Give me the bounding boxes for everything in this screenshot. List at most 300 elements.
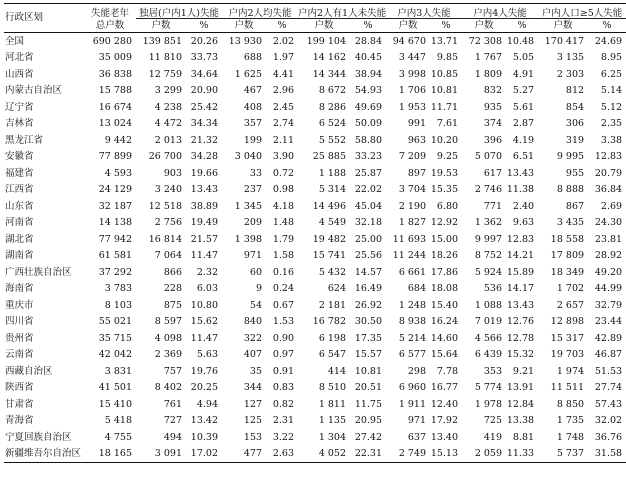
percent-cell: 32.02 — [594, 415, 623, 426]
region-cell: 陕西省 — [5, 382, 34, 393]
percent-cell: 11.47 — [190, 332, 218, 344]
percent-cell: 0.91 — [272, 365, 295, 377]
count-cell: 199 — [243, 134, 262, 146]
count-cell: 2 657 — [556, 299, 585, 311]
table-row — [4, 314, 626, 331]
count-cell: 237 — [243, 184, 262, 195]
percent-cell: 28.92 — [594, 250, 623, 261]
count-cell: 867 — [565, 200, 585, 212]
percent-cell: 27.42 — [354, 431, 383, 443]
count-cell: 6 439 — [474, 349, 503, 360]
region-cell: 广西壮族自治区 — [5, 266, 72, 278]
count-cell: 11 511 — [550, 382, 585, 393]
count-cell: 15 317 — [550, 332, 585, 344]
count-cell: 897 — [407, 167, 427, 179]
percent-cell: 27.74 — [594, 382, 623, 393]
percent-cell: 23.44 — [594, 316, 623, 327]
percent-cell: 15.89 — [506, 266, 535, 278]
percent-cell: 50.09 — [354, 118, 383, 129]
percent-cell: 11.71 — [430, 101, 459, 113]
table-row — [4, 149, 626, 166]
count-cell: 6 577 — [398, 349, 427, 360]
count-cell: 13 930 — [228, 35, 262, 47]
count-cell: 971 — [243, 250, 262, 261]
count-cell: 8 850 — [556, 398, 585, 410]
count-cell: 16 782 — [312, 316, 347, 327]
table-row — [4, 248, 626, 265]
count-cell: 396 — [483, 134, 503, 146]
count-cell: 637 — [407, 431, 427, 443]
table-body — [4, 33, 626, 463]
percent-cell: 13.71 — [430, 35, 459, 47]
total-households-cell: 3 783 — [104, 283, 132, 294]
region-cell: 西藏自治区 — [5, 365, 53, 377]
percent-cell: 18.08 — [430, 283, 459, 294]
count-cell: 935 — [483, 101, 503, 113]
percent-cell: 2.87 — [512, 118, 535, 129]
percent-cell: 0.97 — [272, 349, 295, 360]
percent-cell: 3.22 — [272, 431, 295, 443]
percent-cell: 13.40 — [430, 431, 459, 443]
percent-cell: 4.41 — [272, 68, 295, 80]
percent-cell: 51.53 — [594, 365, 623, 377]
percent-cell: 36.76 — [594, 431, 623, 443]
count-cell: 5 552 — [318, 134, 347, 146]
percent-cell: 7.61 — [436, 118, 459, 129]
percent-cell: 9.63 — [512, 217, 535, 228]
region-cell: 全国 — [5, 35, 25, 47]
percent-cell: 1.97 — [272, 52, 295, 63]
count-cell: 344 — [243, 382, 262, 393]
percent-cell: 21.57 — [190, 233, 218, 245]
region-cell: 湖北省 — [5, 233, 34, 245]
table-row — [4, 99, 626, 116]
percent-cell: 13.43 — [506, 299, 535, 311]
count-cell: 8 888 — [556, 184, 585, 195]
percent-cell: 15.62 — [190, 316, 218, 327]
count-cell: 832 — [483, 85, 503, 96]
count-cell: 903 — [163, 167, 182, 179]
region-cell: 新疆维吾尔自治区 — [4, 446, 84, 463]
count-cell: 17 809 — [550, 250, 585, 261]
table-row — [4, 50, 626, 67]
percent-cell: 15.00 — [430, 233, 459, 245]
percent-cell: 13.43 — [506, 167, 535, 179]
percent-cell: 13.38 — [506, 415, 535, 426]
count-cell: 4 549 — [318, 217, 347, 228]
count-cell: 16 814 — [148, 233, 182, 245]
count-cell: 617 — [483, 167, 503, 179]
count-cell: 94 670 — [392, 35, 427, 47]
percent-cell: 25.42 — [190, 101, 218, 113]
count-cell: 1 811 — [318, 398, 347, 410]
count-cell: 14 344 — [312, 68, 347, 80]
table-row — [4, 116, 626, 133]
percent-cell: 16.77 — [430, 382, 459, 393]
count-cell: 8 752 — [474, 250, 503, 261]
table-row — [4, 132, 626, 149]
count-cell: 1 974 — [556, 365, 585, 377]
percent-cell: 11.38 — [506, 184, 535, 195]
percent-cell: 1.58 — [272, 250, 295, 261]
percent-cell: 28.84 — [354, 35, 383, 47]
count-cell: 624 — [327, 283, 347, 294]
table-row — [4, 363, 626, 380]
percent-cell: 25.00 — [354, 233, 383, 245]
percent-cell: 14.21 — [506, 250, 535, 261]
count-cell: 7 019 — [474, 316, 503, 327]
sub-header-count: 户数 — [136, 19, 186, 33]
percent-cell: 13.42 — [190, 415, 218, 426]
percent-cell: 6.51 — [512, 151, 535, 162]
count-cell: 854 — [565, 101, 585, 113]
count-cell: 72 308 — [468, 35, 503, 47]
count-cell: 19 482 — [312, 233, 347, 245]
count-cell: 3 299 — [154, 85, 182, 96]
table-row — [4, 347, 626, 364]
count-cell: 955 — [565, 167, 585, 179]
count-cell: 477 — [222, 446, 266, 463]
count-cell: 3 240 — [154, 184, 182, 195]
region-cell: 甘肃省 — [5, 398, 34, 410]
total-households-cell: 4 593 — [104, 167, 132, 179]
count-cell: 6 524 — [318, 118, 347, 129]
percent-cell: 15.64 — [430, 349, 459, 360]
count-cell: 1 345 — [234, 200, 262, 212]
table-row — [4, 198, 626, 215]
total-households-cell: 8 103 — [104, 299, 132, 311]
percent-cell: 31.58 — [588, 446, 626, 463]
count-cell: 684 — [407, 283, 427, 294]
table-row — [4, 215, 626, 232]
region-cell: 宁夏回族自治区 — [5, 431, 72, 443]
count-cell: 1 809 — [474, 68, 503, 80]
count-cell: 9 — [255, 283, 262, 294]
percent-cell: 2.32 — [196, 266, 218, 278]
region-cell: 贵州省 — [5, 332, 34, 344]
count-cell: 4 098 — [154, 332, 182, 344]
percent-cell: 1.79 — [272, 233, 295, 245]
percent-cell: 16.49 — [354, 283, 383, 294]
percent-cell: 24.69 — [594, 35, 623, 47]
count-cell: 1 135 — [318, 415, 347, 426]
count-cell: 1 702 — [556, 283, 585, 294]
percent-cell: 0.82 — [272, 398, 295, 410]
count-cell: 6 198 — [318, 332, 347, 344]
count-cell: 6 661 — [398, 266, 427, 278]
percent-cell: 57.43 — [594, 398, 623, 410]
total-households-cell: 42 042 — [98, 349, 132, 360]
total-households-cell: 35 009 — [98, 52, 132, 63]
percent-cell: 19.66 — [190, 167, 218, 179]
region-cell: 内蒙古自治区 — [5, 85, 63, 96]
region-cell: 河北省 — [5, 52, 34, 63]
table-row — [4, 380, 626, 397]
table-row — [4, 429, 626, 446]
count-cell: 866 — [163, 266, 182, 278]
percent-cell: 24.30 — [594, 217, 623, 228]
count-cell: 1 953 — [398, 101, 427, 113]
percent-cell: 20.25 — [190, 382, 218, 393]
count-cell: 5 774 — [474, 382, 503, 393]
percent-cell: 49.20 — [594, 266, 623, 278]
count-cell: 153 — [243, 431, 262, 443]
total-households-cell: 13 024 — [98, 118, 132, 129]
percent-cell: 12.76 — [506, 316, 535, 327]
percent-cell: 5.05 — [512, 52, 535, 63]
count-cell: 228 — [163, 283, 182, 294]
percent-cell: 14.57 — [354, 266, 383, 278]
header-row-2 — [4, 19, 626, 33]
percent-cell: 22.31 — [350, 446, 386, 463]
count-cell: 8 938 — [398, 316, 427, 327]
region-cell: 四川省 — [5, 316, 34, 327]
count-cell: 127 — [243, 398, 262, 410]
count-cell: 12 518 — [148, 200, 182, 212]
count-cell: 494 — [163, 431, 182, 443]
percent-cell: 22.02 — [354, 184, 383, 195]
percent-cell: 6.25 — [600, 68, 623, 80]
count-cell: 1 362 — [474, 217, 503, 228]
percent-cell: 0.24 — [272, 283, 295, 294]
total-households-cell: 690 280 — [92, 35, 132, 47]
percent-cell: 21.32 — [190, 134, 218, 146]
count-cell: 306 — [565, 118, 585, 129]
count-cell: 170 417 — [544, 35, 585, 47]
region-cell: 辽宁省 — [5, 101, 34, 113]
percent-cell: 40.45 — [354, 52, 383, 63]
percent-cell: 38.89 — [190, 200, 218, 212]
percent-cell: 20.51 — [354, 382, 383, 393]
percent-cell: 5.61 — [512, 101, 535, 113]
percent-cell: 8.95 — [600, 52, 623, 63]
total-households-cell: 32 187 — [98, 200, 132, 212]
percent-cell: 33.73 — [190, 52, 218, 63]
count-cell: 1 188 — [318, 167, 347, 179]
count-cell: 139 851 — [142, 35, 182, 47]
region-cell: 江西省 — [5, 184, 34, 195]
percent-cell: 58.80 — [354, 134, 383, 146]
total-header-line2: 总户数 — [84, 19, 136, 33]
total-households-cell: 55 021 — [98, 316, 132, 327]
total-households-cell: 4 755 — [104, 431, 132, 443]
region-column-header: 行政区划 — [4, 4, 84, 33]
percent-cell: 32.79 — [594, 299, 623, 311]
percent-cell: 12.78 — [506, 332, 535, 344]
region-cell: 重庆市 — [5, 299, 34, 311]
count-cell: 35 — [249, 365, 262, 377]
total-households-cell: 36 838 — [98, 68, 132, 80]
count-cell: 761 — [163, 398, 182, 410]
percent-cell: 14.17 — [506, 283, 535, 294]
count-cell: 9 997 — [474, 233, 503, 245]
table-row — [4, 66, 626, 83]
percent-cell: 13.91 — [506, 382, 535, 393]
sub-header-pct: % — [588, 19, 626, 33]
total-households-cell: 5 418 — [104, 415, 132, 426]
region-cell: 山东省 — [5, 200, 34, 212]
table-row — [4, 446, 626, 463]
count-cell: 2 013 — [154, 134, 182, 146]
count-cell: 12 759 — [148, 68, 182, 80]
percent-cell: 20.79 — [594, 167, 623, 179]
total-households-cell: 18 165 — [84, 446, 136, 463]
total-households-cell: 35 715 — [98, 332, 132, 344]
count-cell: 812 — [565, 85, 585, 96]
percent-cell: 9.21 — [512, 365, 535, 377]
count-cell: 7 064 — [154, 250, 182, 261]
percent-cell: 17.86 — [430, 266, 459, 278]
percent-cell: 9.85 — [436, 52, 459, 63]
count-cell: 757 — [163, 365, 182, 377]
count-cell: 1 735 — [556, 415, 585, 426]
percent-cell: 2.96 — [272, 85, 295, 96]
count-cell: 18 349 — [550, 266, 585, 278]
percent-cell: 12.92 — [430, 217, 459, 228]
percent-cell: 0.67 — [272, 299, 295, 311]
percent-cell: 14.60 — [430, 332, 459, 344]
percent-cell: 45.04 — [354, 200, 383, 212]
count-cell: 2 749 — [386, 446, 430, 463]
percent-cell: 7.78 — [436, 365, 459, 377]
percent-cell: 15.35 — [430, 184, 459, 195]
percent-cell: 4.19 — [512, 134, 535, 146]
count-cell: 8 672 — [318, 85, 347, 96]
count-cell: 60 — [249, 266, 262, 278]
percent-cell: 26.92 — [354, 299, 383, 311]
table-row — [4, 33, 626, 50]
count-cell: 2 059 — [462, 446, 506, 463]
sub-header-pct: % — [430, 19, 462, 33]
percent-cell: 17.02 — [186, 446, 222, 463]
count-cell: 8 510 — [318, 382, 347, 393]
percent-cell: 2.63 — [266, 446, 298, 463]
table-row — [4, 264, 626, 281]
percent-cell: 20.95 — [354, 415, 383, 426]
count-cell: 125 — [243, 415, 262, 426]
percent-cell: 2.11 — [272, 134, 295, 146]
count-cell: 14 496 — [312, 200, 347, 212]
count-cell: 11 693 — [392, 233, 427, 245]
count-cell: 18 558 — [550, 233, 585, 245]
percent-cell: 11.47 — [190, 250, 218, 261]
percent-cell: 1.53 — [272, 316, 295, 327]
count-cell: 11 244 — [392, 250, 427, 261]
count-cell: 467 — [243, 85, 262, 96]
count-cell: 5 432 — [318, 266, 347, 278]
percent-cell: 15.13 — [430, 446, 462, 463]
percent-cell: 10.39 — [190, 431, 218, 443]
group-header-two-one: 户内2人有1人未失能 — [298, 4, 386, 19]
group-header-two-both: 户内2人均失能 — [222, 4, 298, 19]
count-cell: 419 — [483, 431, 503, 443]
count-cell: 1 767 — [474, 52, 503, 63]
group-header-single: 独居(户内1人)失能 — [136, 4, 222, 19]
percent-cell: 1.48 — [272, 217, 295, 228]
count-cell: 2 369 — [154, 349, 182, 360]
percent-cell: 5.27 — [512, 85, 535, 96]
count-cell: 298 — [407, 365, 427, 377]
total-households-cell: 15 788 — [98, 85, 132, 96]
count-cell: 3 704 — [398, 184, 427, 195]
total-households-cell: 16 674 — [98, 101, 132, 113]
count-cell: 374 — [483, 118, 503, 129]
count-cell: 407 — [243, 349, 262, 360]
percent-cell: 3.90 — [272, 151, 295, 162]
percent-cell: 6.80 — [436, 200, 459, 212]
count-cell: 209 — [243, 217, 262, 228]
percent-cell: 49.69 — [354, 101, 383, 113]
group-header-three: 户内3人失能 — [386, 4, 462, 19]
percent-cell: 0.16 — [272, 266, 295, 278]
percent-cell: 23.81 — [594, 233, 623, 245]
percent-cell: 11.75 — [354, 398, 383, 410]
percent-cell: 4.94 — [196, 398, 218, 410]
percent-cell: 2.40 — [512, 200, 535, 212]
percent-cell: 54.93 — [354, 85, 383, 96]
percent-cell: 2.74 — [272, 118, 295, 129]
table-row — [4, 330, 626, 347]
percent-cell: 10.85 — [430, 68, 459, 80]
total-households-cell: 37 292 — [98, 266, 132, 278]
region-cell: 安徽省 — [5, 151, 34, 162]
percent-cell: 0.83 — [272, 382, 295, 393]
count-cell: 14 162 — [312, 52, 347, 63]
sub-header-count: 户数 — [538, 19, 588, 33]
percent-cell: 5.12 — [600, 101, 623, 113]
percent-cell: 0.72 — [272, 167, 295, 179]
count-cell: 6 960 — [398, 382, 427, 393]
percent-cell: 34.64 — [190, 68, 218, 80]
percent-cell: 15.57 — [354, 349, 383, 360]
table-row — [4, 165, 626, 182]
region-cell: 吉林省 — [5, 118, 34, 129]
percent-cell: 42.89 — [594, 332, 623, 344]
table-row — [4, 231, 626, 248]
count-cell: 2 181 — [318, 299, 347, 311]
table-row — [4, 413, 626, 430]
region-cell: 湖南省 — [5, 250, 34, 261]
count-cell: 725 — [483, 415, 503, 426]
total-households-cell: 3 831 — [104, 365, 132, 377]
sub-header-pct: % — [506, 19, 538, 33]
count-cell: 19 703 — [550, 349, 585, 360]
count-cell: 2 190 — [398, 200, 427, 212]
count-cell: 1 304 — [318, 431, 347, 443]
percent-cell: 11.33 — [506, 446, 538, 463]
percent-cell: 10.80 — [190, 299, 218, 311]
count-cell: 357 — [243, 118, 262, 129]
percent-cell: 2.02 — [272, 35, 295, 47]
percent-cell: 2.45 — [272, 101, 295, 113]
count-cell: 12 898 — [550, 316, 585, 327]
percent-cell: 19.76 — [190, 365, 218, 377]
percent-cell: 34.28 — [190, 151, 218, 162]
count-cell: 15 741 — [312, 250, 347, 261]
region-cell: 黑龙江省 — [5, 134, 44, 146]
count-cell: 5 314 — [318, 184, 347, 195]
percent-cell: 0.90 — [272, 332, 295, 344]
percent-cell: 2.69 — [600, 200, 623, 212]
table-row — [4, 396, 626, 413]
count-cell: 971 — [407, 415, 427, 426]
percent-cell: 25.87 — [354, 167, 383, 179]
percent-cell: 12.40 — [430, 398, 459, 410]
region-cell: 河南省 — [5, 217, 34, 228]
count-cell: 11 810 — [148, 52, 182, 63]
sub-header-pct: % — [186, 19, 222, 33]
count-cell: 414 — [327, 365, 347, 377]
